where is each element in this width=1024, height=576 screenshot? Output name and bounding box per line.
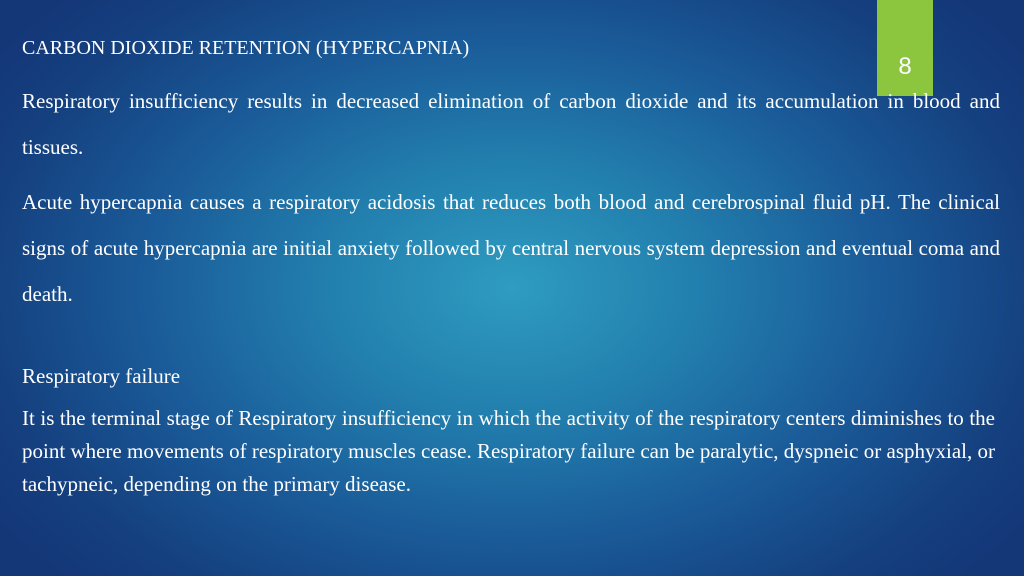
page-number: 8 — [898, 53, 912, 80]
slide-title: CARBON DIOXIDE RETENTION (HYPERCAPNIA) — [22, 37, 470, 59]
acute-hypercapnia-paragraph: Acute hypercapnia causes a respiratory acidosis that reduces both blood and cerebrospinal fluid pH. The clinical signs of acute hypercapnia are initial anxiety followed by central nervous system depression and eventual coma and death. — [22, 190, 1000, 306]
intro-paragraph: Respiratory insufficiency results in decreased elimination of carbon dioxide and its accumulation in blood and tissues. — [22, 89, 1000, 159]
respiratory-failure-paragraph: It is the terminal stage of Respiratory insufficiency in which the activity of the respiratory centers diminishes to the point where movements of respiratory muscles cease. Respiratory failure can be paralytic, dyspneic or asphyxial, or tachypneic, depending on the primary disease. — [22, 406, 995, 496]
respiratory-failure-heading: Respiratory failure — [22, 364, 181, 388]
